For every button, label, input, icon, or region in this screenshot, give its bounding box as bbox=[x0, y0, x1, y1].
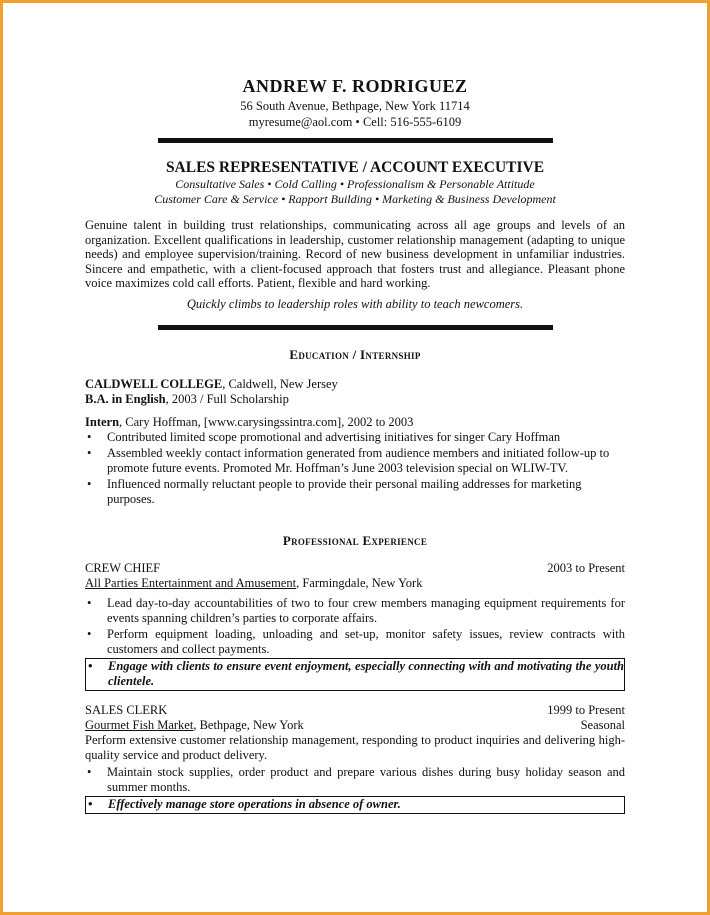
job-1-location: , Farmingdale, New York bbox=[296, 575, 423, 590]
bullet-icon: • bbox=[88, 796, 93, 811]
job-2-company: Gourmet Fish Market bbox=[85, 717, 194, 732]
contact-line bbox=[85, 114, 625, 130]
phone: 516-555-6109 bbox=[390, 115, 462, 129]
job-2-description: Perform extensive customer relationship management, responding to product inquiries and delivering high-quality service and product delivery. bbox=[85, 732, 625, 762]
list-item: • Influenced normally reluctant people to provide their personal mailing addresses for marketing purposes. bbox=[87, 476, 582, 506]
skills-line-2: Customer Care & Service • Rapport Building • Marketing & Business Development bbox=[154, 192, 556, 206]
address: 56 South Avenue, Bethpage, New York 11714 bbox=[240, 99, 470, 113]
job-1-title: CREW CHIEF bbox=[85, 560, 161, 575]
job-2-bullets bbox=[85, 765, 625, 795]
internship-line bbox=[85, 415, 625, 430]
job-1-header bbox=[85, 561, 625, 576]
bullet-icon: • bbox=[87, 429, 92, 444]
job-2-type: Seasonal bbox=[580, 717, 625, 732]
list-item: • Lead day-to-day accountabilities of two to four crew members managing equipment requirements for events spanning children’s parties to corporate affairs. bbox=[87, 595, 625, 625]
resume-page bbox=[85, 76, 625, 814]
candidate-name: ANDREW F. RODRIGUEZ bbox=[242, 76, 468, 96]
list-item: • Engage with clients to ensure event enjoyment, especially connecting with and motivating the youth clientele. bbox=[88, 658, 624, 688]
job-2-dates: 1999 to Present bbox=[547, 702, 625, 717]
job-1-highlight-box bbox=[85, 658, 625, 691]
bullet-icon: • bbox=[88, 658, 93, 673]
job-2-header bbox=[85, 703, 625, 718]
intern-title: Intern bbox=[85, 414, 120, 429]
target-title: SALES REPRESENTATIVE / ACCOUNT EXECUTIVE bbox=[165, 159, 545, 176]
bullet-icon: • bbox=[87, 476, 92, 491]
job-2-company-line bbox=[85, 718, 625, 733]
divider-rule bbox=[158, 325, 553, 330]
experience-heading: Professional Experience bbox=[282, 532, 428, 548]
degree: B.A. in English bbox=[85, 391, 166, 406]
intern-detail: , Cary Hoffman, [www.carysingssintra.com], 2002 to 2003 bbox=[119, 414, 414, 429]
job-2-location: , Bethpage, New York bbox=[193, 717, 304, 732]
list-item: • Assembled weekly contact information generated from audience members and initiated follow-up to promote future events. Promoted Mr. Hoffman’s June 2003 television special on WLIW-TV. bbox=[87, 445, 610, 475]
school-location: , Caldwell, New Jersey bbox=[222, 376, 338, 391]
list-item: • Contributed limited scope promotional and advertising initiatives for singer Cary Hoffman bbox=[87, 429, 561, 444]
bullet-icon: • bbox=[87, 595, 92, 610]
email: myresume@aol.com bbox=[248, 115, 353, 129]
job-1-company: All Parties Entertainment and Amusement bbox=[85, 575, 297, 590]
list-item: • Effectively manage store operations in absence of owner. bbox=[88, 796, 401, 811]
school-name: CALDWELL COLLEGE bbox=[85, 376, 223, 391]
summary-text: Genuine talent in building trust relationships, communicating across all age groups and levels of an organization. Excellent qualifications in leadership, customer relationship management (adapting to unique needs) and employee supervision/training. Record of new business development in unfamiliar industries. Sincere and empathetic, with a client-focused approach that fosters trust and allegiance. Pleasant phone voice maximizes cold call efforts. Patient, flexible and hard working. bbox=[85, 218, 625, 290]
job-1-dates: 2003 to Present bbox=[547, 560, 625, 575]
separator-dot: • bbox=[355, 115, 363, 129]
bullet-icon: • bbox=[87, 626, 92, 641]
degree-detail: , 2003 / Full Scholarship bbox=[165, 391, 289, 406]
job-1-company-line bbox=[85, 576, 625, 591]
list-item: • Maintain stock supplies, order product and prepare various dishes during busy holiday season and summer months. bbox=[87, 764, 625, 794]
school-line bbox=[85, 377, 625, 392]
skills-line-1: Consultative Sales • Cold Calling • Professionalism & Personable Attitude bbox=[175, 177, 535, 191]
phone-label: Cell: bbox=[362, 115, 388, 129]
summary-quote: Quickly climbs to leadership roles with ability to teach newcomers. bbox=[186, 296, 524, 311]
list-item: • Perform equipment loading, unloading and set-up, monitor safety issues, review contracts with customers and collect payments. bbox=[87, 626, 625, 656]
header bbox=[85, 76, 625, 143]
job-2-title: SALES CLERK bbox=[85, 702, 168, 717]
bullet-icon: • bbox=[87, 764, 92, 779]
education-heading: Education / Internship bbox=[289, 346, 421, 362]
objective bbox=[85, 159, 625, 207]
divider-rule bbox=[158, 138, 553, 143]
bullet-icon: • bbox=[87, 445, 92, 460]
job-2-highlight-box bbox=[85, 796, 625, 814]
job-1-bullets bbox=[85, 596, 625, 657]
degree-line bbox=[85, 392, 625, 407]
internship-bullets bbox=[85, 430, 625, 507]
